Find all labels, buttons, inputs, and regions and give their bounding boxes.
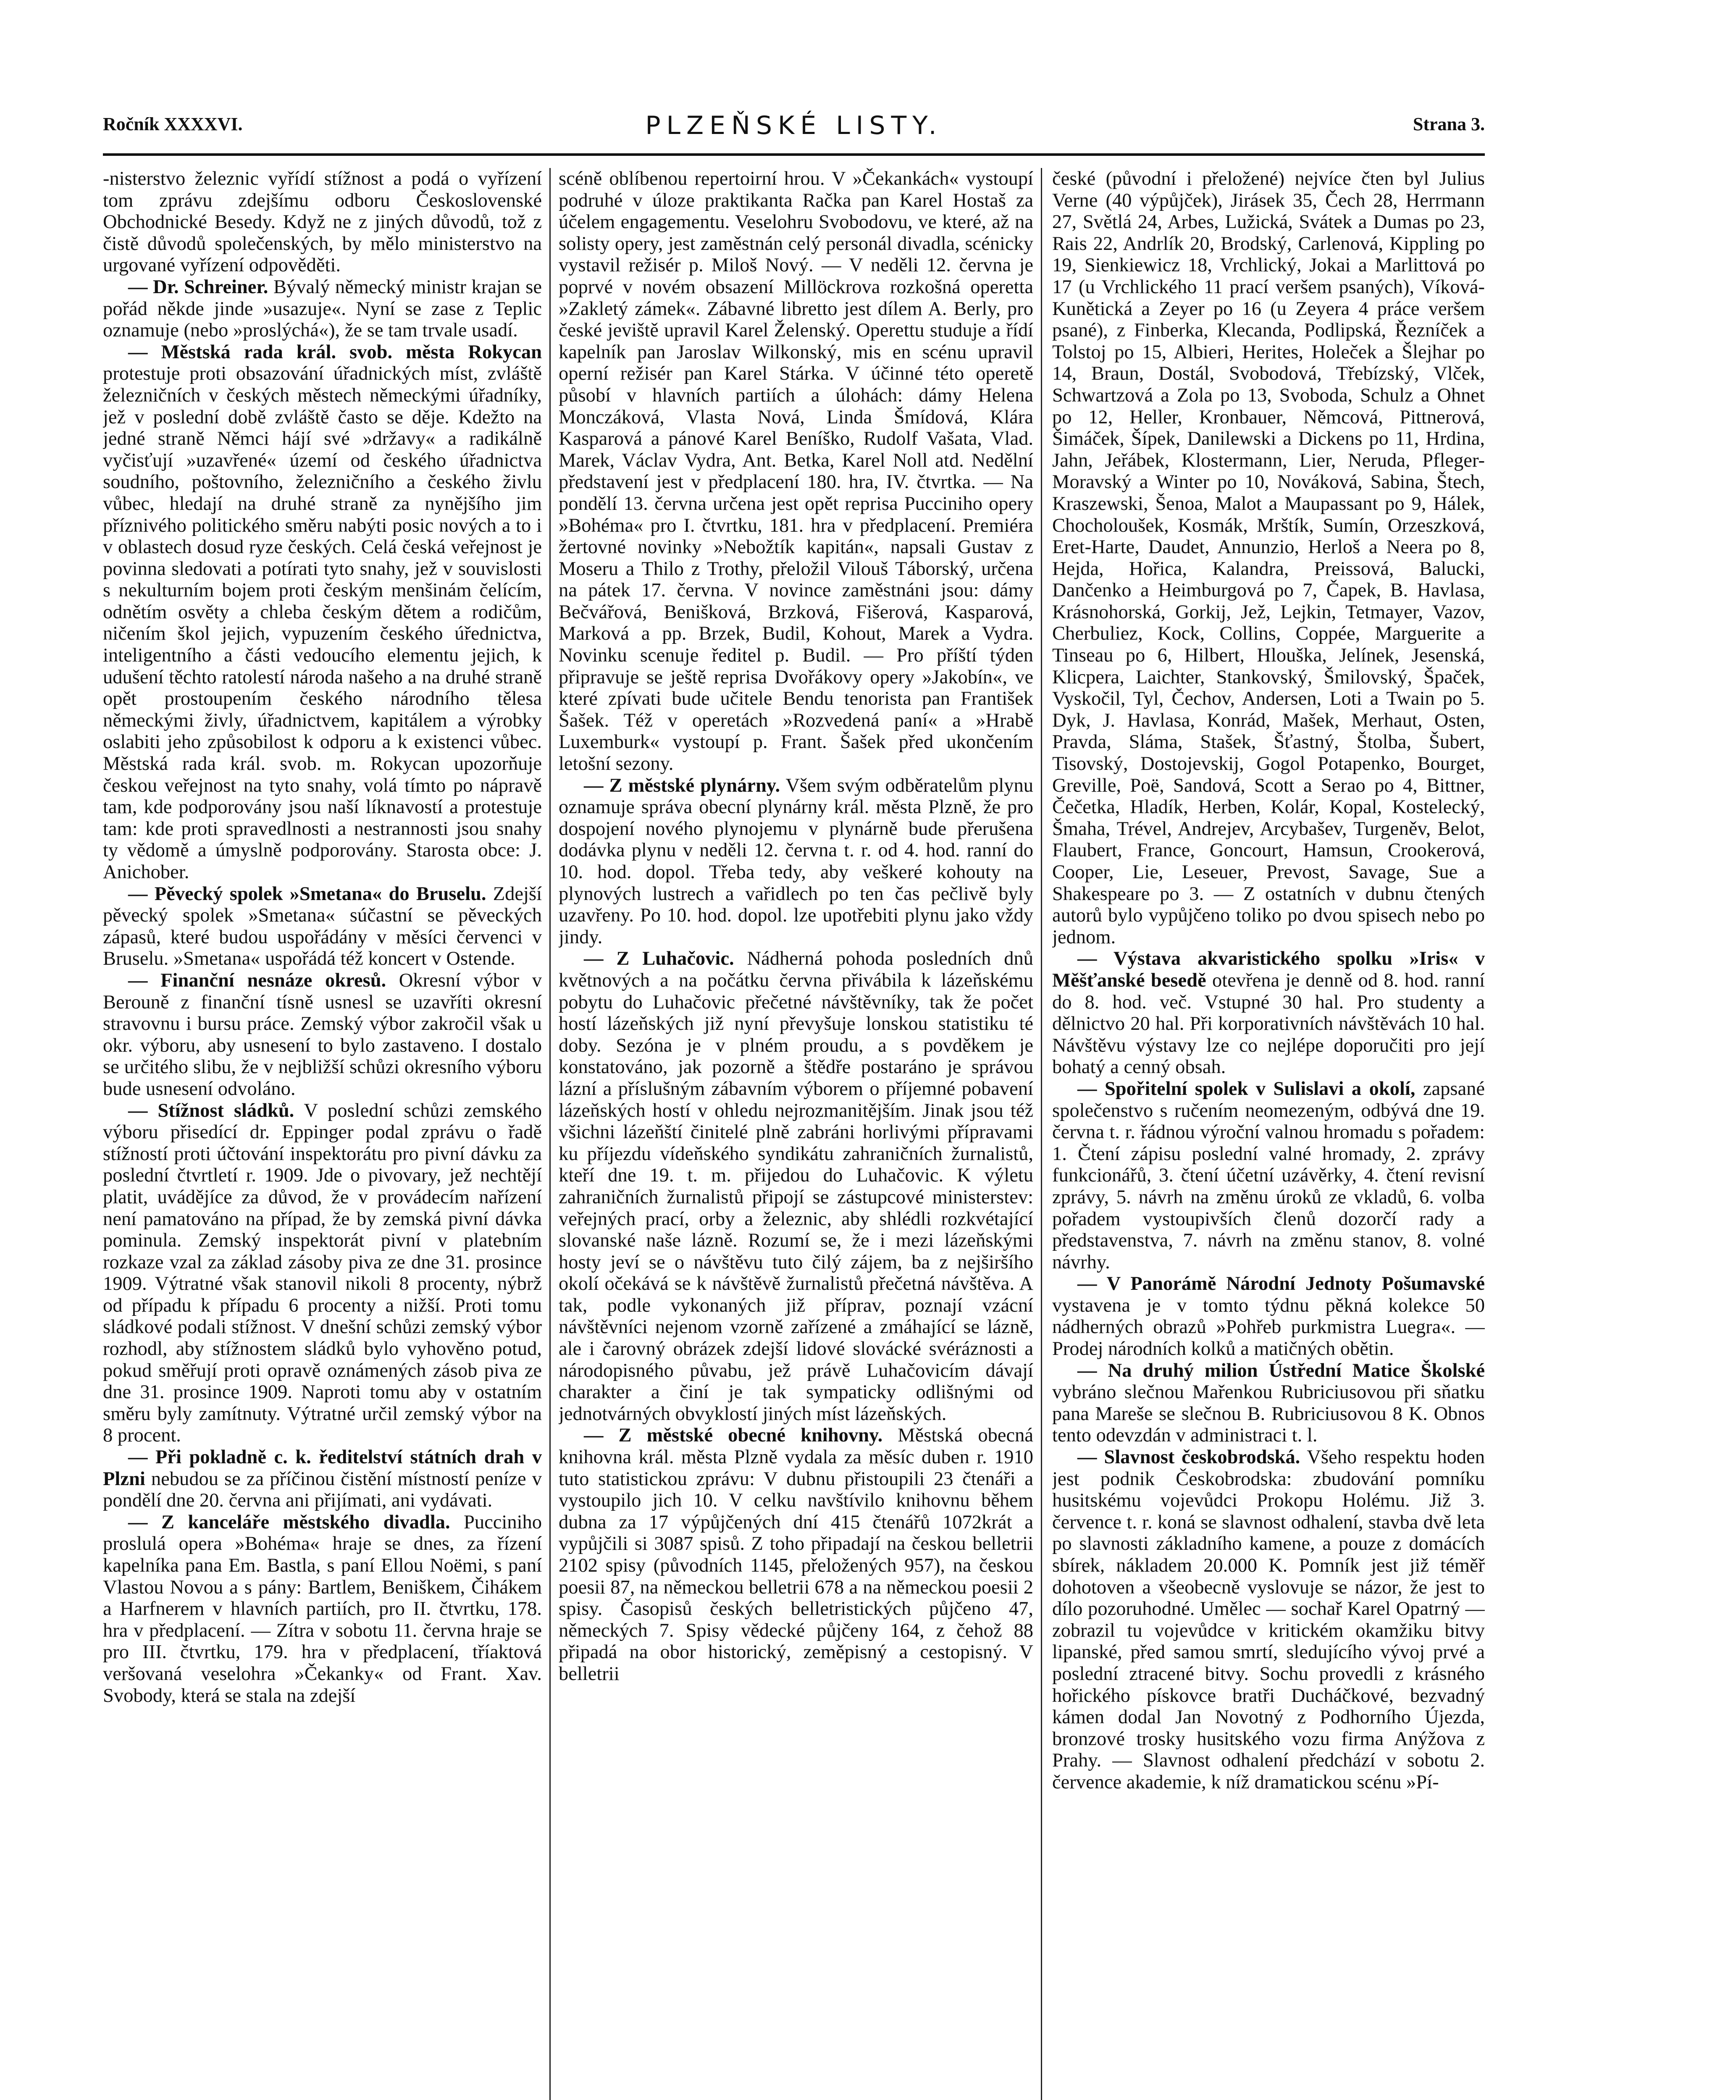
- article-heading: — Na druhý milion Ústřední Matice Školské: [1077, 1360, 1485, 1381]
- article-text: protestuje proti obsazování úřadnických míst, zvláště železničních v českých městech německými úřadníky, jež v poslední době zvláště často se děje. Kdežto na jedné straně Němci hájí své »državy« a radikálně vyčisťují »uzavřené« území od českého úřadnictva soudního, poštovního, železničního a českého živlu vůbec, hledají na druhé straně za nynějšího jim příznivého politického směru nabýti posic nových a to i v oblastech dosud ryze českých. Celá česká veřejnost je povinna sledovati a potírati tyto snahy, jež v souvislosti s nekulturním bojem proti českým menšinám čelícím, odnětím osvěty a chleba českým dětem a rodičům, ničením škol jejich, vypuzením českého úřednictva, inteligentního a části vedoucího elementu jejich, k udušení těchto ratolestí národa našeho a na druhé straně opět prostoupením českého národního tělesa německými živly, úřadnictvem, kapitálem a výrobky oslabiti jeho způsobilost k odporu a k existenci vůbec. Městská rada král. svob. m. Rokycan upozorňuje českou veřejnost na tyto snahy, volá tímto po nápravě tam, kde podporovány jsou naší líknavostí a protestuje tam: kde proti spravedlnosti a nestrannosti jsou snahy ty vědomě a úmyslně podporovány. Starosta obce: J. Anichober.: [103, 363, 542, 883]
- article-heading: — Při pokladně c. k. ředitelství státních drah v Plzni: [103, 1446, 542, 1490]
- page-number: Strana 3.: [1413, 114, 1485, 134]
- article-heading: — Slavnost českobrodská.: [1077, 1446, 1300, 1468]
- article-text: Pucciniho proslulá opera »Bohéma« hraje se dnes, za řízení kapelníka pana Em. Bastla, s paní Ellou Noëmi, s paní Vlastou Novou a s pány: Bartlem, Beniškem, Čihákem a Harfnerem v hlavních partiích, pro II. čtvrtku, 178. hra v předplacení. — Zítra v sobotu 11. června hraje se pro III. čtvrtku, 179. hra v předplacení, tříaktová veršovaná veselohra »Čekanky« od Frant. Xav. Svobody, která se stala na zdejší: [103, 1511, 542, 1706]
- article-text: české (původní i přeložené) nejvíce čten byl Julius Verne (40 výpůjček), Jirásek 35, Čech 28, Herrmann 27, Světlá 24, Arbes, Lužická, Svátek a Dumas po 23, Rais 22, Andrlík 20, Brodský, Carlenová, Kippling po 19, Sienkiewicz 18, Vrchlický, Jokai a Marlittová po 17 (u Vrchlického 11 prací veršem psaných), Víková-Kunětická a Zeyer po 16 (u Zeyera 4 práce veršem psané), z Finberka, Klecanda, Podlipská, Řezníček a Tolstoj po 15, Albieri, Herites, Holeček a Šlejhar po 14, Braun, Dostál, Svobodová, Třebízský, Vlček, Schwartzová a Zola po 13, Svoboda, Schulz a Ohnet po 12, Heller, Kronbauer, Němcová, Pittnerová, Šimáček, Šípek, Danilewski a Dickens po 11, Hrdina, Jahn, Jeřábek, Klostermann, Lier, Neruda, Pfleger-Moravský a Winter po 10, Nováková, Sabina, Štech, Kraszewski, Šenoa, Malot a Maupassant po 9, Hálek, Chocholoušek, Kosmák, Mrštík, Sumín, Orzeszková, Eret-Harte, Daudet, Annunzio, Herloš a Neera po 8, Hejda, Hořica, Kalandra, Preissová, Balucki, Dančenko a Heimburgová po 7, Čapek, B. Havlasa, Krásnohorská, Gorkij, Jež, Lejkin, Tetmayer, Vazov, Cherbuliez, Kock, Collins, Coppée, Marguerite a Tinseau po 6, Hilbert, Hlouška, Jelínek, Jesenská, Klicpera, Laichter, Stankovský, Šmilovský, Špaček, Vyskočil, Tyl, Čechov, Andersen, Loti a Twain po 5. Dyk, J. Havlasa, Konrád, Mašek, Merhaut, Osten, Pravda, Sláma, Stašek, Šťastný, Štolba, Šubert, Tisovský, Dostojevskij, Gogol Potapenko, Bourget, Greville, Poë, Sandová, Scott a Serao po 4, Bittner, Čečetka, Hladík, Herben, Kolár, Kopal, Kostelecký, Šmaha, Trével, Andrejev, Arcybašev, Turgeněv, Belot, Flaubert, France, Goncourt, Hamsun, Crookerová, Cooper, Lie, Leseuer, Prevost, Savage, Sue a Shakespeare po 3. — Z ostatních v dubnu čtených autorů bylo vypůjčeno toliko po dvou spisech nebo po jednom.: [1052, 168, 1485, 948]
- volume-number: Ročník XXXXVI.: [103, 114, 243, 134]
- article-heading: — Městská rada král. svob. města Rokycan: [128, 341, 542, 363]
- article-heading: — Z městské plynárny.: [584, 774, 780, 796]
- article-paragraph: [1052, 1360, 1485, 1446]
- article-heading: — V Panorámě Národní Jednoty Pošumavské: [1077, 1273, 1485, 1295]
- column-divider-1: [549, 168, 551, 2100]
- article-text: Bývalý německý ministr krajan se pořád někde jinde »usazuje«. Nyní se zase z Teplic oznamuje (nebo »proslýchá«), že se tam trvale usadí.: [103, 276, 542, 341]
- article-paragraph: [103, 970, 542, 1100]
- article-text: V poslední schůzi zemského výboru přisedící dr. Eppinger podal zprávu o řadě stížností proti účtování inspektorátu pro pivní dávku za poslední čtvrtletí r. 1909. Jde o pivovary, jež nechtějí platit, uvádějíce za důvod, že v provádecím nařízení není pamatováno na případ, že by zemská pivní dávka pominula. Zemský inspektorát pivní v platebním rozkaze vzal za základ zásoby piva ze dne 31. prosince 1909. Výtratné však stanovil nikoli 8 procenty, nýbrž od případu k případu 6 procenty a nižší. Proti tomu sládkové podali stížnost. V dnešní schůzi zemský výbor rozhodl, aby stížnostem sládků bylo vyhověno potud, pokud směřují proti opravě oznámených zásob piva ze dne 31. prosince 1909. Naproti tomu aby v ostatním směru byly zamítnuty. Výtratné určil zemský výbor na 8 procent.: [103, 1100, 542, 1446]
- article-paragraph: [103, 1446, 542, 1512]
- article-heading: — Z Luhačovic.: [584, 948, 734, 970]
- article-heading: — Z kanceláře městského divadla.: [128, 1511, 450, 1533]
- article-paragraph: [103, 883, 542, 970]
- article-text: scéně oblíbenou repertoirní hrou. V »Čekankách« vystoupí podruhé v úloze praktikanta Račka pan Karel Hostaš za účelem engagementu. Veselohru Svobodovu, ve které, až na solisty opery, jest zaměstnán celý personál divadla, scénicky vystavil režisér p. Miloš Nový. — V neděli 12. června je poprvé v novém obsazení Millöckrova rozkošná operetta »Zakletý zámek«. Zábavné libretto jest dílem A. Berly, pro české jeviště upravil Karel Želenský. Operettu studuje a řídí kapelník pan Jaroslav Wilkonský, mis en scénu upravil operní režisér pan Karel Stárka. V účinné této operetě působí v hlavních partiích a úlohách: dámy Helena Monczáková, Vlasta Nová, Linda Šmídová, Klára Kasparová a pánové Karel Beníško, Rudolf Vašata, Vlad. Marek, Václav Vydra, Ant. Betka, Karel Noll atd. Nedělní představení jest v předplacení 180. hra, IV. čtvrtka. — Na pondělí 13. června určena jest opět reprisa Pucciniho opery »Bohéma« pro I. čtvrtku, 181. hra v předplacení. Premiéra žertovné novinky »Nebožtík kapitán«, napsali Gustav z Moseru a Thilo z Trothy, přeložil Vilouš Táborský, určena na pátek 17. června. V novince zaměstnáni jsou: dámy Bečvářová, Benišková, Brzková, Fišerová, Kasparová, Marková a pp. Brzek, Budil, Kohout, Marek a Vydra. Novinku scenuje ředitel p. Budil. — Pro příští týden připravuje se ještě reprisa Dvořákovy opery »Jakobín«, ve které zpívati bude učitele Bendu tenorista pan František Šašek. Též v operetách »Rozvedená paní« a »Hrabě Luxemburk« vystoupí p. Frant. Šašek před ukončením letošní sezony.: [559, 168, 1033, 775]
- article-text: vystavena je v tomto týdnu pěkná kolekce 50 nádherných obrazů »Pohřeb purkmistra Luegra«. — Prodej národních kolků a matičných obětin.: [1052, 1294, 1485, 1360]
- article-text: Městská obecná knihovna král. města Plzně vydala za měsíc duben r. 1910 tuto statistickou zprávu: V dubnu přistoupili 23 čtenáři a vystoupilo jich 10. V celku navštívilo knihovnu během dubna za 17 výpůjčených dní 415 čtenářů 1072krát a vypůjčili si 3087 spisů. Z toho připadají na českou belletrii 2102 spisy (původních 1145, přeložených 957), na českou poesii 87, na německou belletrii 678 a na německou poesii 2 spisy. Časopisů českých belletristických půjčeno 47, německých 7. Spisy vědecké půjčeny 164, z čehož 88 připadá na obor historický, zeměpisný a cestopisný. V belletrii: [559, 1425, 1033, 1685]
- article-text: -nisterstvo železnic vyřídí stížnost a podá o vyřízení tom zprávu zdejšímu odboru Československé Obchodnické Besedy. Když ne z jiných důvodů, tož z čistě důvodů společenských, by mělo ministerstvo na urgované vyřízení odpověděti.: [103, 168, 542, 276]
- article-heading: — Dr. Schreiner.: [128, 276, 268, 298]
- article-paragraph: [559, 775, 1033, 948]
- article-paragraph: [1052, 1446, 1485, 1793]
- article-heading: — Z městské obecné knihovny.: [584, 1425, 883, 1446]
- header-rule: [103, 153, 1485, 156]
- article-paragraph: [559, 168, 1033, 775]
- article-heading: — Spořitelní spolek v Sulislavi a okolí,: [1077, 1078, 1416, 1100]
- column-3: [1052, 168, 1485, 2100]
- article-heading: — Pěvecký spolek »Smetana« do Bruselu.: [128, 883, 486, 905]
- article-text: Okresní výbor v Berouně z finanční tísně usnesl se uzavříti okresní stravovnu i bursu práce. Zemský výbor zakročil však u okr. výboru, aby usnesení to bylo zastaveno. I dostalo se určitého slibu, že v nejbližší schůzi okresního výboru bude usnesení odvoláno.: [103, 969, 542, 1100]
- article-text: Zdejší pěvecký spolek »Smetana« súčastní se pěveckých zápasů, které budou uspořádány v měsíci červenci v Bruselu. »Smetana« uspořádá též koncert v Ostende.: [103, 883, 542, 970]
- article-paragraph: [103, 1100, 542, 1447]
- article-text: zapsané společenstvo s ručením neomezeným, odbývá dne 19. června t. r. řádnou výroční valnou hromadu s pořadem: 1. Čtení zápisu poslední valné hromady, 2. zprávy funkcionářů, 3. čtení účetní uzávěrky, 4. čtení revisní zprávy, 5. návrh na změnu úroků ze vkladů, 6. volba pořadem vystoupivších členů dozorčí rady a představenstva, 7. návrh na změnu stanov, 8. volné návrhy.: [1052, 1078, 1485, 1273]
- article-text: otevřena je denně od 8. hod. ranní do 8. hod. več. Vstupné 30 hal. Pro studenty a dělnictvo 20 hal. Při korporativních návštěvách 10 hal. Návštěvu výstavy lze co nejlépe doporučiti pro její bohatý a cenný obsah.: [1052, 969, 1485, 1078]
- article-paragraph: [1052, 948, 1485, 1078]
- article-text: nebudou se za příčinou čistění místností peníze v pondělí dne 20. června ani přijímati, ani vydávati.: [103, 1468, 542, 1512]
- article-paragraph: [559, 948, 1033, 1425]
- article-paragraph: [103, 276, 542, 341]
- page-header: [103, 113, 1485, 147]
- article-paragraph: [559, 1425, 1033, 1685]
- article-paragraph: [103, 341, 542, 883]
- article-text: vybráno slečnou Mařenkou Rubriciusovou při sňatku pana Mareše se slečnou B. Rubriciusovou 8 K. Obnos tento odevzdán v administraci t. l.: [1052, 1381, 1485, 1446]
- article-paragraph: [103, 1512, 542, 1706]
- article-paragraph: [1052, 1273, 1485, 1360]
- newspaper-title: PLZEŇSKÉ LISTY.: [645, 111, 943, 140]
- article-text: Všem svým odběratelům plynu oznamuje správa obecní plynárny král. města Plzně, že pro dospojení nového plynojemu v plynárně bude přerušena dodávka plynu v neděli 12. června t. r. od 4. hod. ranní do 10. hod. dopol. Třeba tedy, aby veškeré kohouty na plynových lustrech a vařidlech po ten čas pečlivě byly uzavřeny. Po 10. hod. dopol. lze upotřebiti plynu jako vždy jindy.: [559, 774, 1033, 948]
- column-divider-2: [1041, 168, 1042, 2100]
- article-paragraph: [103, 168, 542, 276]
- article-paragraph: [1052, 168, 1485, 948]
- column-2: [559, 168, 1033, 2100]
- article-heading: — Výstava akvaristického spolku »Iris« v Měšťanské besedě: [1052, 948, 1485, 991]
- column-1: [103, 168, 542, 2100]
- article-heading: — Stížnost sládků.: [128, 1100, 294, 1121]
- article-heading: — Finanční nesnáze okresů.: [128, 969, 386, 991]
- article-text: Všeho respektu hoden jest podnik Českobrodska: zbudování pomníku husitskému vojevůdci Prokopu Holému. Již 3. července t. r. koná se slavnost odhalení, stavba dvě leta po slavnosti základního kamene, a pouze z domácích sbírek, nákladem 20.000 K. Pomník jest již téměř dohotoven a všeobecně vyslovuje se názor, že jest to dílo pozoruhodné. Umělec — sochař Karel Opatrný — zobrazil tu vojevůdce v kritickém okamžiku bitvy lipanské, před samou smrtí, sledujícího vývoj prvé a poslední ztracené bitvy. Sochu provedli z krásného hořického pískovce bratři Ducháčkové, bezvadný kámen dodal Jan Novotný z Podhorního Újezda, bronzové trosky husitského vozu firma Anýžova z Prahy. — Slavnost odhalení předchází v sobotu 2. července akademie, k níž dramatickou scénu »Pí-: [1052, 1446, 1485, 1793]
- article-paragraph: [1052, 1078, 1485, 1273]
- article-text: Nádherná pohoda posledních dnů květnových a na počátku června přivábila k lázeňskému pobytu do Luhačovic přečetné návštěvníky, tak že počet hostí lázeňských již nyní převyšuje lonskou statistiku té doby. Sezóna je v plném proudu, a s povděkem je konstatováno, jak pozorně a štědře postaráno je správou lázní a příslušným zábavním výborem o příjemné pobavení lázeňských hostí v ohledu nejrozmanitějším. Jinak jsou též všichni lázeňští činitelé plně zabráni horlivými přípravami ku příjezdu vídeňského syndikátu zahraničních žurnalistů, kteří dne 19. t. m. přijedou do Luhačovic. K výletu zahraničních žurnalistů připojí se zástupcové ministerstev: veřejných prací, orby a železnic, aby shlédli rozkvétající slovanské naše lázně. Rozumí se, že i mezi lázeňskými hosty jeví se o návštěvu tuto čilý zájem, ba z nejširšího okolí očekává se k návštěvě žurnalistů přečetná návštěva. A tak, podle vykonaných již příprav, poznají vzácní návštěvníci nejenom vzorně zařízené a zmáhající se lázně, ale i čarovný obrázek zdejší lidové slovácké svéráznosti a národopisného půvabu, jež právě Luhačovicím dávají charakter a činí je tak sympaticky odlišnými od jednotvárných obvyklostí jiných míst lázeňských.: [559, 948, 1033, 1425]
